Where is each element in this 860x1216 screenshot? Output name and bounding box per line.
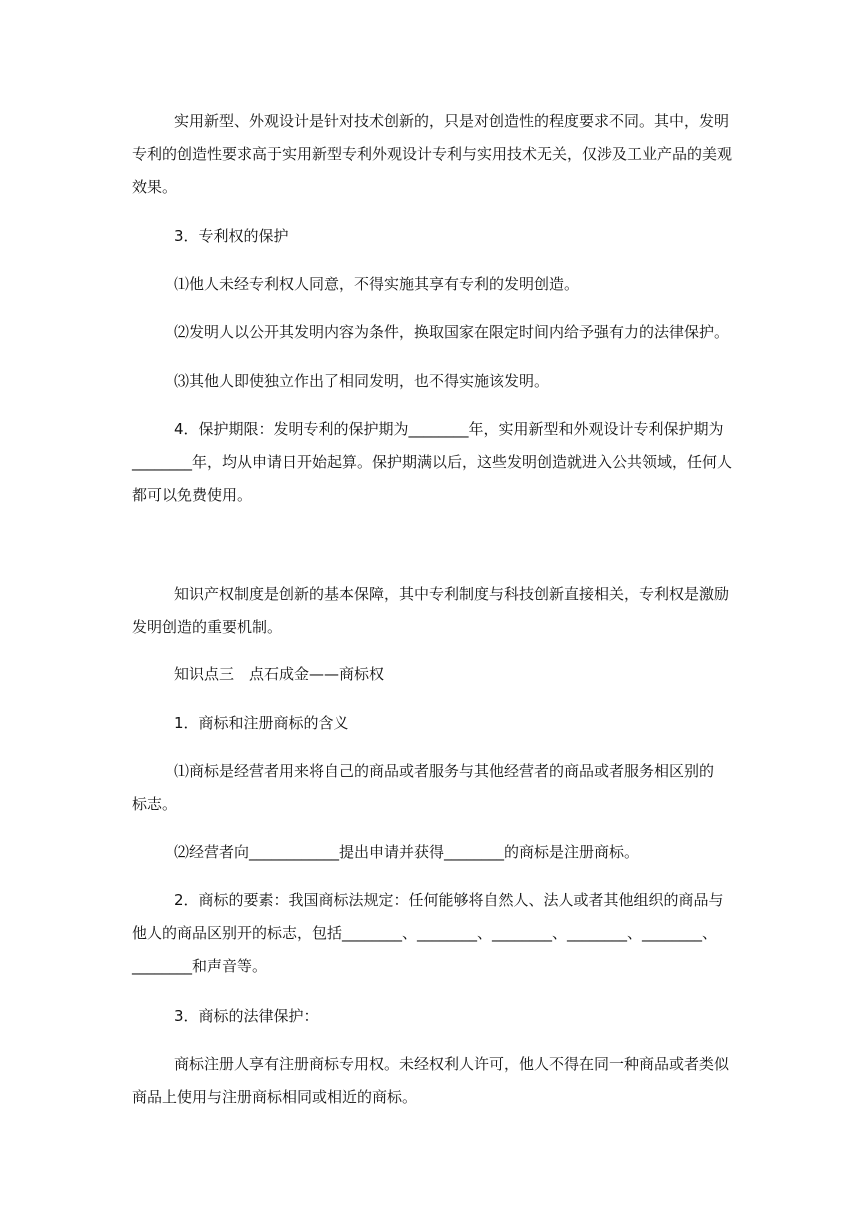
paragraph-ip-system <box>132 578 732 644</box>
heading-trademark-legal-protection <box>132 1000 732 1033</box>
text-line: 3．专利权的保护 <box>174 227 289 245</box>
paragraph-protection-1 <box>132 268 732 301</box>
text-line: 知识产权制度是创新的基本保障，其中专利制度与科技创新直接相关，专利权是激励 <box>174 585 730 603</box>
text-line: 效果。 <box>132 178 178 196</box>
heading-knowledge-point-three <box>132 658 732 691</box>
text-line: 发明创造的重要机制。 <box>132 618 283 636</box>
text-line: ⑴他人未经专利权人同意，不得实施其享有专利的发明创造。 <box>174 275 580 293</box>
text-line: 专利的创造性要求高于实用新型专利外观设计专利与实用技术无关，仅涉及工业产品的美观 <box>132 145 733 163</box>
text-line: 都可以免费使用。 <box>132 486 253 504</box>
text-line: 3．商标的法律保护： <box>174 1007 319 1025</box>
text-line: ________年，均从申请日开始起算。保护期满以后，这些发明创造就进入公共领域，任何人 <box>132 453 733 471</box>
heading-trademark-meaning <box>132 707 732 740</box>
paragraph-protection-3 <box>132 365 732 398</box>
paragraph-trademark-elements <box>132 884 732 983</box>
text-line: ________和声音等。 <box>132 957 268 975</box>
paragraph-registered-trademark <box>132 836 732 869</box>
text-line: 4．保护期限：发明专利的保护期为________年，实用新型和外观设计专利保护期为 <box>174 420 724 438</box>
text-line: 标志。 <box>132 795 178 813</box>
text-line: 1．商标和注册商标的含义 <box>174 714 349 732</box>
text-line: 2．商标的要素：我国商标法规定：任何能够将自然人、法人或者其他组织的商品与 <box>174 891 724 909</box>
paragraph-protection-2 <box>132 316 732 349</box>
text-line: 实用新型、外观设计是针对技术创新的，只是对创造性的程度要求不同。其中，发明 <box>174 112 730 130</box>
text-line: 商品上使用与注册商标相同或相近的商标。 <box>132 1088 418 1106</box>
paragraph-exclusive-right <box>132 1048 732 1114</box>
text-line: 商标注册人享有注册商标专用权。未经权利人许可，他人不得在同一种商品或者类似 <box>174 1055 730 1073</box>
paragraph-protection-term <box>132 413 732 512</box>
heading-patent-protection <box>132 220 732 253</box>
text-line: 他人的商品区别开的标志，包括________、________、________、________、________、 <box>132 924 718 942</box>
text-line: ⑶其他人即使独立作出了相同发明，也不得实施该发明。 <box>174 372 550 390</box>
text-line: ⑵发明人以公开其发明内容为条件，换取国家在限定时间内给予强有力的法律保护。 <box>174 323 730 341</box>
text-line: 知识点三 点石成金——商标权 <box>174 665 385 683</box>
paragraph-design-innovation <box>132 105 732 204</box>
paragraph-trademark-definition <box>132 755 732 821</box>
text-line: ⑴商标是经营者用来将自己的商品或者服务与其他经营者的商品或者服务相区别的 <box>174 762 715 780</box>
text-line: ⑵经营者向____________提出申请并获得________的商标是注册商标。 <box>174 843 640 861</box>
